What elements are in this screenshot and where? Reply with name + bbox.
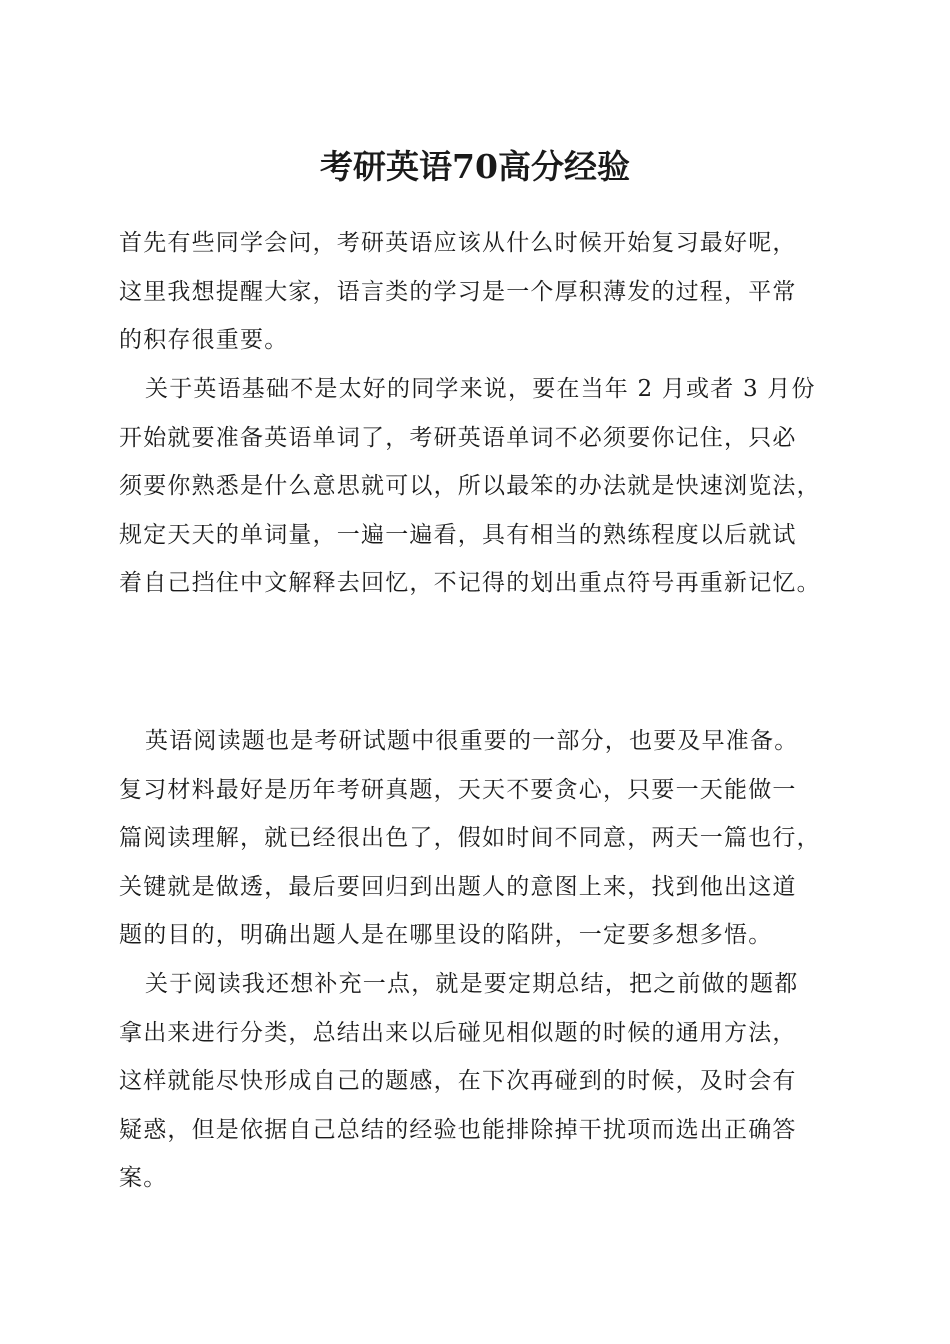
paragraph-line: 篇阅读理解，就已经很出色了，假如时间不同意，两天一篇也行，	[119, 825, 821, 852]
paragraph-line: 拿出来进行分类，总结出来以后碰见相似题的时候的通用方法，	[119, 1019, 797, 1046]
paragraph-line: 首先有些同学会问，考研英语应该从什么时候开始复习最好呢，	[119, 230, 797, 256]
paragraph-line: 疑惑，但是依据自己总结的经验也能排除掉干扰项而选出正确答	[119, 1116, 797, 1143]
paragraph-line: 案。	[119, 1165, 168, 1192]
paragraph-line: 这样就能尽快形成自己的题感，在下次再碰到的时候，及时会有	[119, 1068, 797, 1095]
paragraph-line: 这里我想提醒大家，语言类的学习是一个厚积薄发的过程，平常	[119, 278, 797, 305]
paragraph-line: 着自己挡住中文解释去回忆，不记得的划出重点符号再重新记忆。	[119, 570, 821, 597]
paragraph-line: 须要你熟悉是什么意思就可以，所以最笨的办法就是快速浏览法，	[119, 473, 821, 500]
paragraph-line: 关于英语基础不是太好的同学来说，要在当年 2 月或者 3 月份	[145, 376, 816, 402]
paragraph-line: 题的目的，明确出题人是在哪里设的陷阱，一定要多想多悟。	[119, 922, 773, 949]
paragraph-line: 规定天天的单词量，一遍一遍看，具有相当的熟练程度以后就试	[119, 521, 797, 548]
paragraph-line: 关于阅读我还想补充一点，就是要定期总结，把之前做的题都	[145, 971, 799, 997]
paragraph-4	[119, 960, 859, 1203]
paragraph-2	[119, 365, 859, 608]
paragraph-line: 复习材料最好是历年考研真题，天天不要贪心，只要一天能做一	[119, 776, 797, 803]
paragraph-line: 关键就是做透，最后要回归到出题人的意图上来，找到他出这道	[119, 873, 797, 900]
paragraph-1	[119, 219, 859, 365]
document-title: 考研英语70高分经验	[320, 147, 630, 186]
paragraph-3	[119, 717, 859, 960]
paragraph-line: 开始就要准备英语单词了，考研英语单词不必须要你记住，只必	[119, 424, 797, 451]
paragraph-line: 英语阅读题也是考研试题中很重要的一部分，也要及早准备。	[145, 728, 799, 754]
paragraph-line: 的积存很重要。	[119, 327, 289, 354]
